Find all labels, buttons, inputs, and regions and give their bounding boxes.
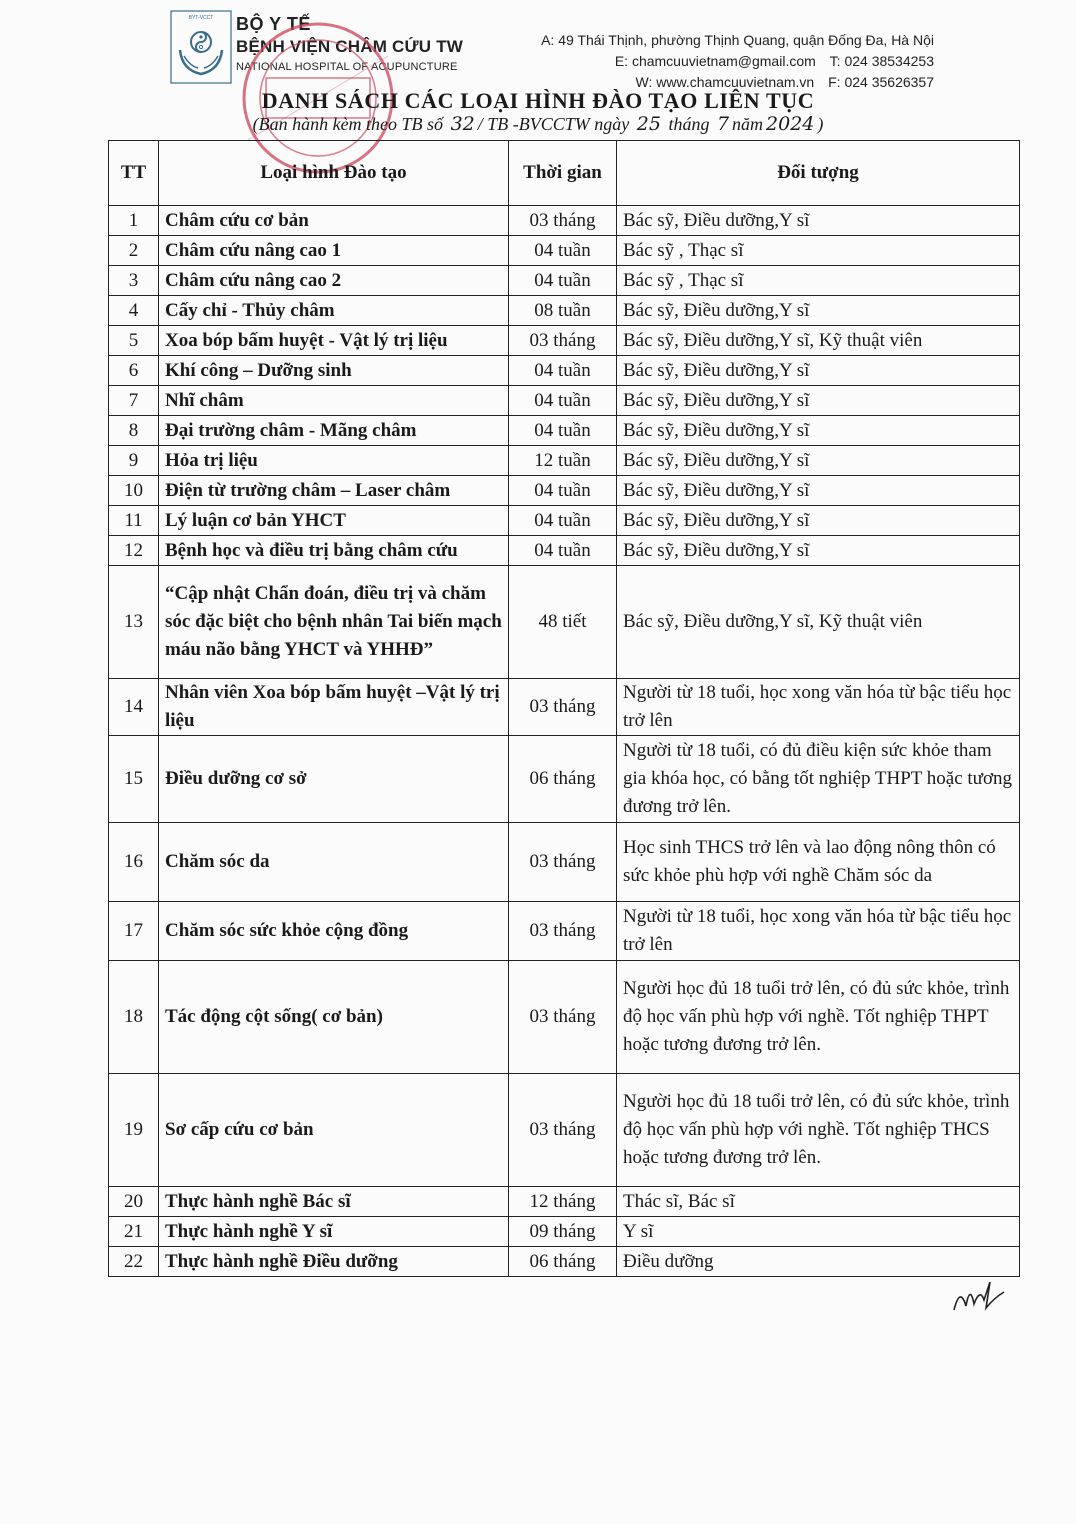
table-row — [109, 446, 1020, 476]
training-type: Thực hành nghề Y sĩ — [159, 1217, 509, 1247]
target-audience: Người từ 18 tuổi, học xong văn hóa từ bậc tiểu học trở lên — [617, 902, 1020, 961]
duration: 48 tiết — [509, 566, 617, 679]
notice-number: 32 — [450, 113, 475, 135]
training-type: “Cập nhật Chẩn đoán, điều trị và chăm sóc đặc biệt cho bệnh nhân Tai biến mạch máu não bằng YHCT và YHHĐ” — [159, 566, 509, 679]
duration: 03 tháng — [509, 823, 617, 902]
fax: F: 024 35626357 — [828, 74, 934, 90]
row-number: 13 — [109, 566, 159, 679]
table-row — [109, 902, 1020, 961]
target-audience: Thác sĩ, Bác sĩ — [617, 1187, 1020, 1217]
signature-icon — [950, 1278, 1010, 1318]
address: A: 49 Thái Thịnh, phường Thịnh Quang, quận Đống Đa, Hà Nội — [541, 32, 934, 48]
duration: 04 tuần — [509, 236, 617, 266]
target-audience: Bác sỹ, Điều dưỡng,Y sĩ, Kỹ thuật viên — [617, 326, 1020, 356]
duration: 03 tháng — [509, 902, 617, 961]
duration: 08 tuần — [509, 296, 617, 326]
training-type: Châm cứu cơ bản — [159, 206, 509, 236]
training-type: Bệnh học và điều trị bằng châm cứu — [159, 536, 509, 566]
table-body — [109, 206, 1020, 1277]
row-number: 14 — [109, 679, 159, 736]
header-tt: TT — [109, 141, 159, 206]
row-number: 4 — [109, 296, 159, 326]
row-number: 22 — [109, 1247, 159, 1277]
row-number: 18 — [109, 961, 159, 1074]
table-row — [109, 476, 1020, 506]
email: E: chamcuuvietnam@gmail.com — [614, 53, 816, 69]
issue-day: 25 — [636, 113, 661, 135]
document-subtitle — [0, 113, 1076, 135]
duration: 04 tuần — [509, 416, 617, 446]
organization-block — [236, 14, 463, 73]
row-number: 9 — [109, 446, 159, 476]
row-number: 3 — [109, 266, 159, 296]
training-type: Chăm sóc sức khỏe cộng đồng — [159, 902, 509, 961]
duration: 03 tháng — [509, 679, 617, 736]
target-audience: Bác sỹ, Điều dưỡng,Y sĩ — [617, 206, 1020, 236]
training-type: Xoa bóp bấm huyệt - Vật lý trị liệu — [159, 326, 509, 356]
issue-year: 2024 — [766, 113, 815, 135]
target-audience: Bác sỹ, Điều dưỡng,Y sĩ, Kỹ thuật viên — [617, 566, 1020, 679]
table-row — [109, 326, 1020, 356]
training-type: Điện từ trường châm – Laser châm — [159, 476, 509, 506]
duration: 03 tháng — [509, 961, 617, 1074]
row-number: 2 — [109, 236, 159, 266]
training-type: Cấy chỉ - Thủy châm — [159, 296, 509, 326]
training-type: Châm cứu nâng cao 1 — [159, 236, 509, 266]
header-target: Đối tượng — [617, 141, 1020, 206]
duration: 04 tuần — [509, 536, 617, 566]
training-type: Chăm sóc da — [159, 823, 509, 902]
training-type: Điều dưỡng cơ sở — [159, 736, 509, 823]
duration: 03 tháng — [509, 1074, 617, 1187]
issue-month: 7 — [716, 113, 730, 135]
target-audience: Người từ 18 tuổi, học xong văn hóa từ bậc tiểu học trở lên — [617, 679, 1020, 736]
row-number: 11 — [109, 506, 159, 536]
hospital-name: BỆNH VIỆN CHÂM CỨU TW — [236, 37, 464, 56]
training-type: Tác động cột sống( cơ bản) — [159, 961, 509, 1074]
training-type: Nhĩ châm — [159, 386, 509, 416]
svg-text:BYT-VCCT: BYT-VCCT — [188, 15, 214, 21]
target-audience: Bác sỹ, Điều dưỡng,Y sĩ — [617, 356, 1020, 386]
duration: 04 tuần — [509, 386, 617, 416]
target-audience: Bác sỹ, Điều dưỡng,Y sĩ — [617, 446, 1020, 476]
duration: 09 tháng — [509, 1217, 617, 1247]
training-list-table — [108, 140, 1020, 1277]
table-row — [109, 961, 1020, 1074]
row-number: 8 — [109, 416, 159, 446]
training-type: Sơ cấp cứu cơ bản — [159, 1074, 509, 1187]
duration: 12 tháng — [509, 1187, 617, 1217]
table-row — [109, 1187, 1020, 1217]
target-audience: Bác sỹ, Điều dưỡng,Y sĩ — [617, 386, 1020, 416]
row-number: 6 — [109, 356, 159, 386]
row-number: 21 — [109, 1217, 159, 1247]
duration: 03 tháng — [509, 206, 617, 236]
target-audience: Bác sỹ , Thạc sĩ — [617, 266, 1020, 296]
row-number: 15 — [109, 736, 159, 823]
target-audience: Bác sỹ, Điều dưỡng,Y sĩ — [617, 296, 1020, 326]
hospital-logo-icon — [170, 10, 232, 84]
hospital-name-english: NATIONAL HOSPITAL OF ACUPUNCTURE — [236, 61, 458, 73]
duration: 06 tháng — [509, 736, 617, 823]
training-type: Thực hành nghề Điều dưỡng — [159, 1247, 509, 1277]
table-row — [109, 1247, 1020, 1277]
duration: 03 tháng — [509, 326, 617, 356]
table-row — [109, 679, 1020, 736]
row-number: 5 — [109, 326, 159, 356]
duration: 04 tuần — [509, 266, 617, 296]
target-audience: Người học đủ 18 tuổi trở lên, có đủ sức khỏe, trình độ học vấn phù hợp với nghề. Tốt nghiệp THPT hoặc tương đương trở lên. — [617, 961, 1020, 1074]
target-audience: Điều dưỡng — [617, 1247, 1020, 1277]
header-training-type: Loại hình Đào tạo — [159, 141, 509, 206]
training-type: Khí công – Dưỡng sinh — [159, 356, 509, 386]
header-duration: Thời gian — [509, 141, 617, 206]
target-audience: Bác sỹ, Điều dưỡng,Y sĩ — [617, 536, 1020, 566]
training-type: Nhân viên Xoa bóp bấm huyệt –Vật lý trị liệu — [159, 679, 509, 736]
table-header-row — [109, 141, 1020, 206]
row-number: 12 — [109, 536, 159, 566]
table-row — [109, 266, 1020, 296]
month-label: tháng — [668, 114, 710, 134]
document-title: DANH SÁCH CÁC LOẠI HÌNH ĐÀO TẠO LIÊN TỤC — [261, 88, 815, 113]
row-number: 1 — [109, 206, 159, 236]
table-row — [109, 506, 1020, 536]
subtitle-prefix: (Ban hành kèm theo TB số — [252, 114, 444, 134]
target-audience: Y sĩ — [617, 1217, 1020, 1247]
row-number: 20 — [109, 1187, 159, 1217]
table-row — [109, 566, 1020, 679]
target-audience: Người từ 18 tuổi, có đủ điều kiện sức khỏe tham gia khóa học, có bằng tốt nghiệp THPT hoặc tương đương trở lên. — [617, 736, 1020, 823]
table-row — [109, 236, 1020, 266]
table-row — [109, 736, 1020, 823]
row-number: 16 — [109, 823, 159, 902]
table-row — [109, 416, 1020, 446]
target-audience: Bác sỹ , Thạc sĩ — [617, 236, 1020, 266]
duration: 06 tháng — [509, 1247, 617, 1277]
phone: T: 024 38534253 — [829, 53, 934, 69]
subtitle-suffix: ) — [817, 114, 824, 134]
duration: 04 tuần — [509, 506, 617, 536]
row-number: 17 — [109, 902, 159, 961]
target-audience: Bác sỹ, Điều dưỡng,Y sĩ — [617, 416, 1020, 446]
year-label: năm — [732, 114, 764, 134]
table-row — [109, 296, 1020, 326]
table-row — [109, 823, 1020, 902]
table-row — [109, 356, 1020, 386]
contact-block — [541, 30, 934, 93]
table-row — [109, 386, 1020, 416]
target-audience: Người học đủ 18 tuổi trở lên, có đủ sức khỏe, trình độ học vấn phù hợp với nghề. Tốt nghiệp THCS hoặc tương đương trở lên. — [617, 1074, 1020, 1187]
row-number: 19 — [109, 1074, 159, 1187]
training-type: Hỏa trị liệu — [159, 446, 509, 476]
duration: 04 tuần — [509, 476, 617, 506]
training-type: Châm cứu nâng cao 2 — [159, 266, 509, 296]
training-type: Thực hành nghề Bác sĩ — [159, 1187, 509, 1217]
subtitle-mid: / TB -BVCCTW ngày — [477, 114, 630, 134]
row-number: 7 — [109, 386, 159, 416]
duration: 12 tuần — [509, 446, 617, 476]
ministry-name: BỘ Y TẾ — [236, 14, 311, 34]
table-row — [109, 206, 1020, 236]
row-number: 10 — [109, 476, 159, 506]
training-type: Lý luận cơ bản YHCT — [159, 506, 509, 536]
duration: 04 tuần — [509, 356, 617, 386]
table-row — [109, 536, 1020, 566]
target-audience: Bác sỹ, Điều dưỡng,Y sĩ — [617, 506, 1020, 536]
training-type: Đại trường châm - Mãng châm — [159, 416, 509, 446]
target-audience: Học sinh THCS trở lên và lao động nông thôn có sức khỏe phù hợp với nghề Chăm sóc da — [617, 823, 1020, 902]
website: W: www.chamcuuvietnam.vn — [635, 74, 815, 90]
target-audience: Bác sỹ, Điều dưỡng,Y sĩ — [617, 476, 1020, 506]
table-row — [109, 1074, 1020, 1187]
table-row — [109, 1217, 1020, 1247]
